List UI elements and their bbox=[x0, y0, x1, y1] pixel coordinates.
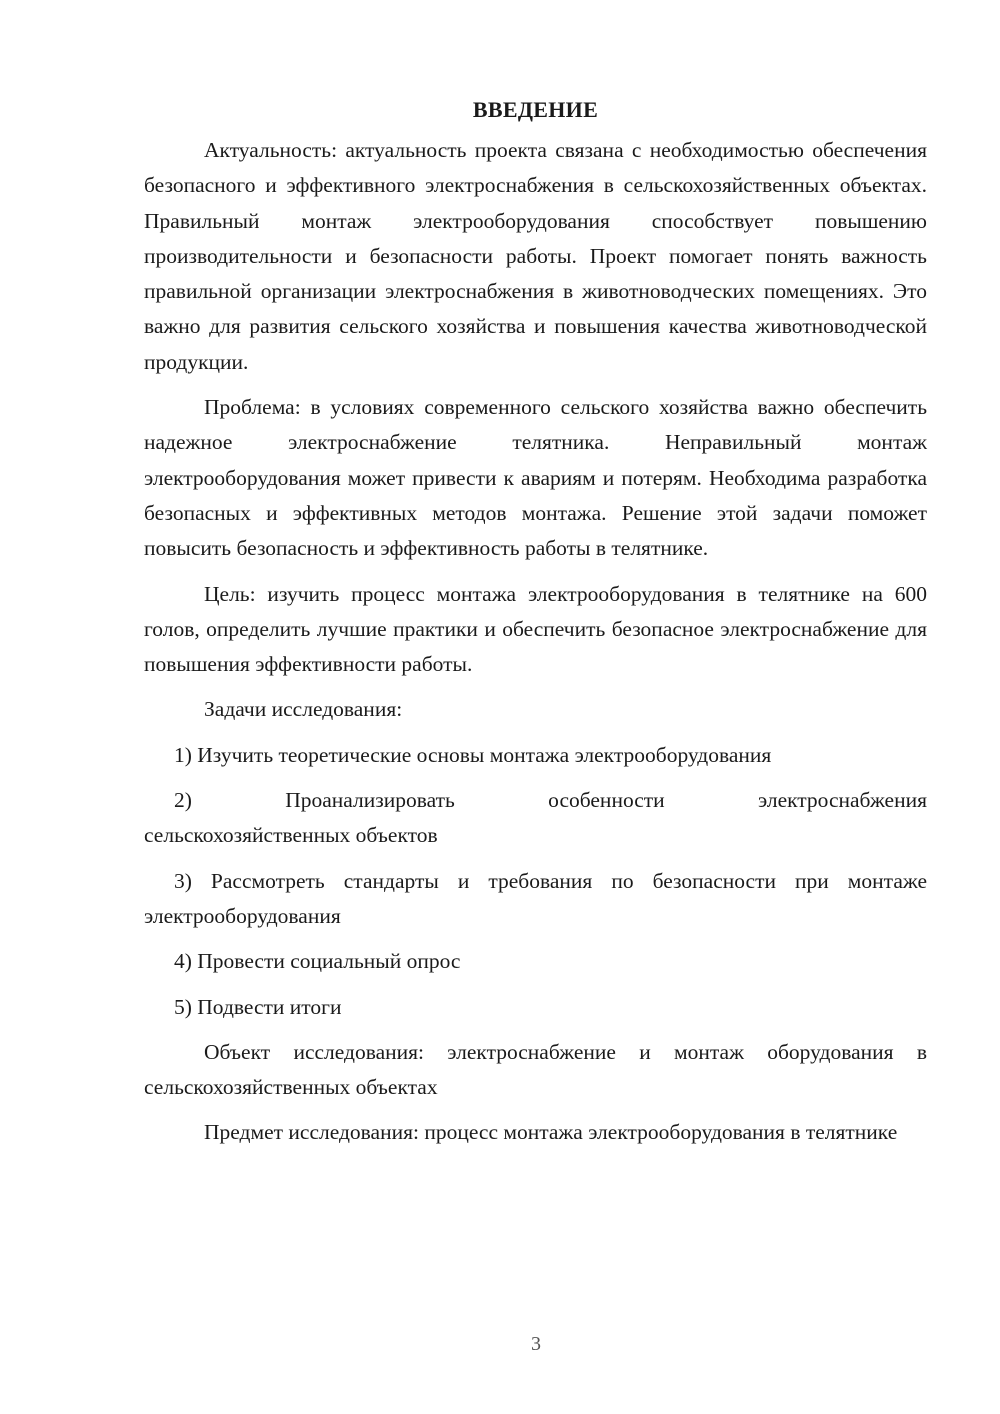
list-item-task-3: 3) Рассмотреть стандарты и требования по безопасности при монтаже электрооборудования bbox=[144, 868, 927, 928]
document-page bbox=[144, 92, 927, 1161]
paragraph-problem: Проблема: в условиях современного сельского хозяйства важно обеспечить надежное электроснабжение телятника. Неправильный монтаж электрооборудования может привести к авариям и потерям. Необходима разработка безопасных и эффективных методов монтажа. Решение этой задачи поможет повысить безопасность и эффективность работы в телятнике. bbox=[144, 395, 927, 561]
page-number: 3 bbox=[531, 1333, 541, 1355]
paragraph-goal: Цель: изучить процесс монтажа электрооборудования в телятнике на 600 голов, определить лучшие практики и обеспечить безопасное электроснабжение для повышения эффективности работы. bbox=[144, 581, 927, 677]
list-item-task-1: 1) Изучить теоретические основы монтажа электрооборудования bbox=[174, 742, 772, 767]
task-2-number: 2) bbox=[174, 788, 192, 813]
task-2-word-2: особенности bbox=[548, 788, 665, 813]
tasks-heading: Задачи исследования: bbox=[204, 697, 403, 722]
task-2-first-line bbox=[144, 783, 927, 818]
task-2-word-1: Проанализировать bbox=[285, 788, 455, 813]
paragraph-subject: Предмет исследования: процесс монтажа электрооборудования в телятнике bbox=[204, 1120, 898, 1145]
task-2-word-3: электроснабжения bbox=[758, 788, 927, 813]
list-item-task-4: 4) Провести социальный опрос bbox=[174, 949, 461, 974]
task-2-continuation: сельскохозяйственных объектов bbox=[144, 823, 438, 848]
paragraph-object: Объект исследования: электроснабжение и монтаж оборудования в сельскохозяйственных объектах bbox=[144, 1039, 927, 1100]
paragraph-relevance: Актуальность: актуальность проекта связана с необходимостью обеспечения безопасного и эффективного электроснабжения в сельскохозяйственных объектах. Правильный монтаж электрооборудования способствует повышению производительности и безопасности работы. Проект помогает понять важность правильной организации электроснабжения в животноводческих помещениях. Это важно для развития сельского хозяйства и повышения качества животноводческой продукции. bbox=[144, 138, 927, 374]
list-item-task-2 bbox=[144, 783, 927, 854]
page-title: ВВЕДЕНИЕ bbox=[472, 97, 599, 122]
list-item-task-5: 5) Подвести итоги bbox=[174, 994, 342, 1019]
